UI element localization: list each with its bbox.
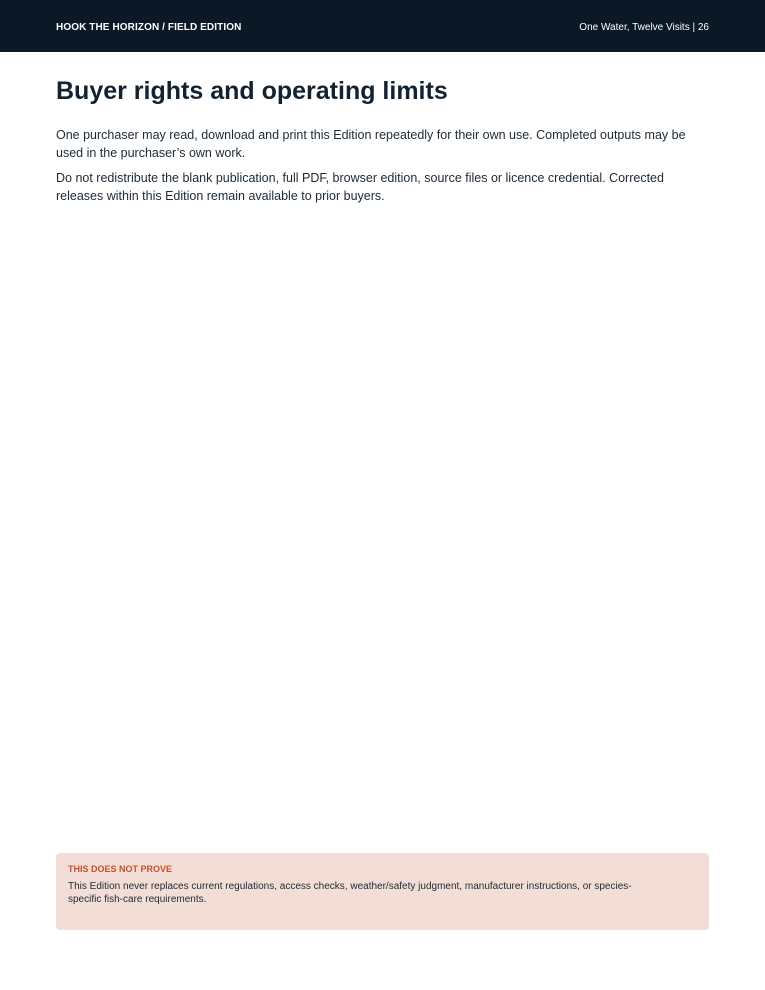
page-header [0, 0, 765, 52]
page-title: Buyer rights and operating limits [56, 77, 448, 105]
notice-label: THIS DOES NOT PROVE [68, 864, 173, 874]
limitations-notice [56, 853, 709, 930]
notice-text: This Edition never replaces current regulations, access checks, weather/safety judgment, manufacturer instructions, or species-specific fish-care requirements. [68, 881, 632, 905]
redistribution-paragraph: Do not redistribute the blank publication, full PDF, browser edition, source files or licence credential. Corrected releases within this Edition remain available to prior buyers. [56, 171, 664, 203]
usage-rights-paragraph: One purchaser may read, download and print this Edition repeatedly for their own use. Completed outputs may be used in the purchaser’s own work. [56, 128, 686, 160]
section-page-number: One Water, Twelve Visits | 26 [579, 22, 709, 33]
publication-title: HOOK THE HORIZON / FIELD EDITION [56, 22, 242, 33]
